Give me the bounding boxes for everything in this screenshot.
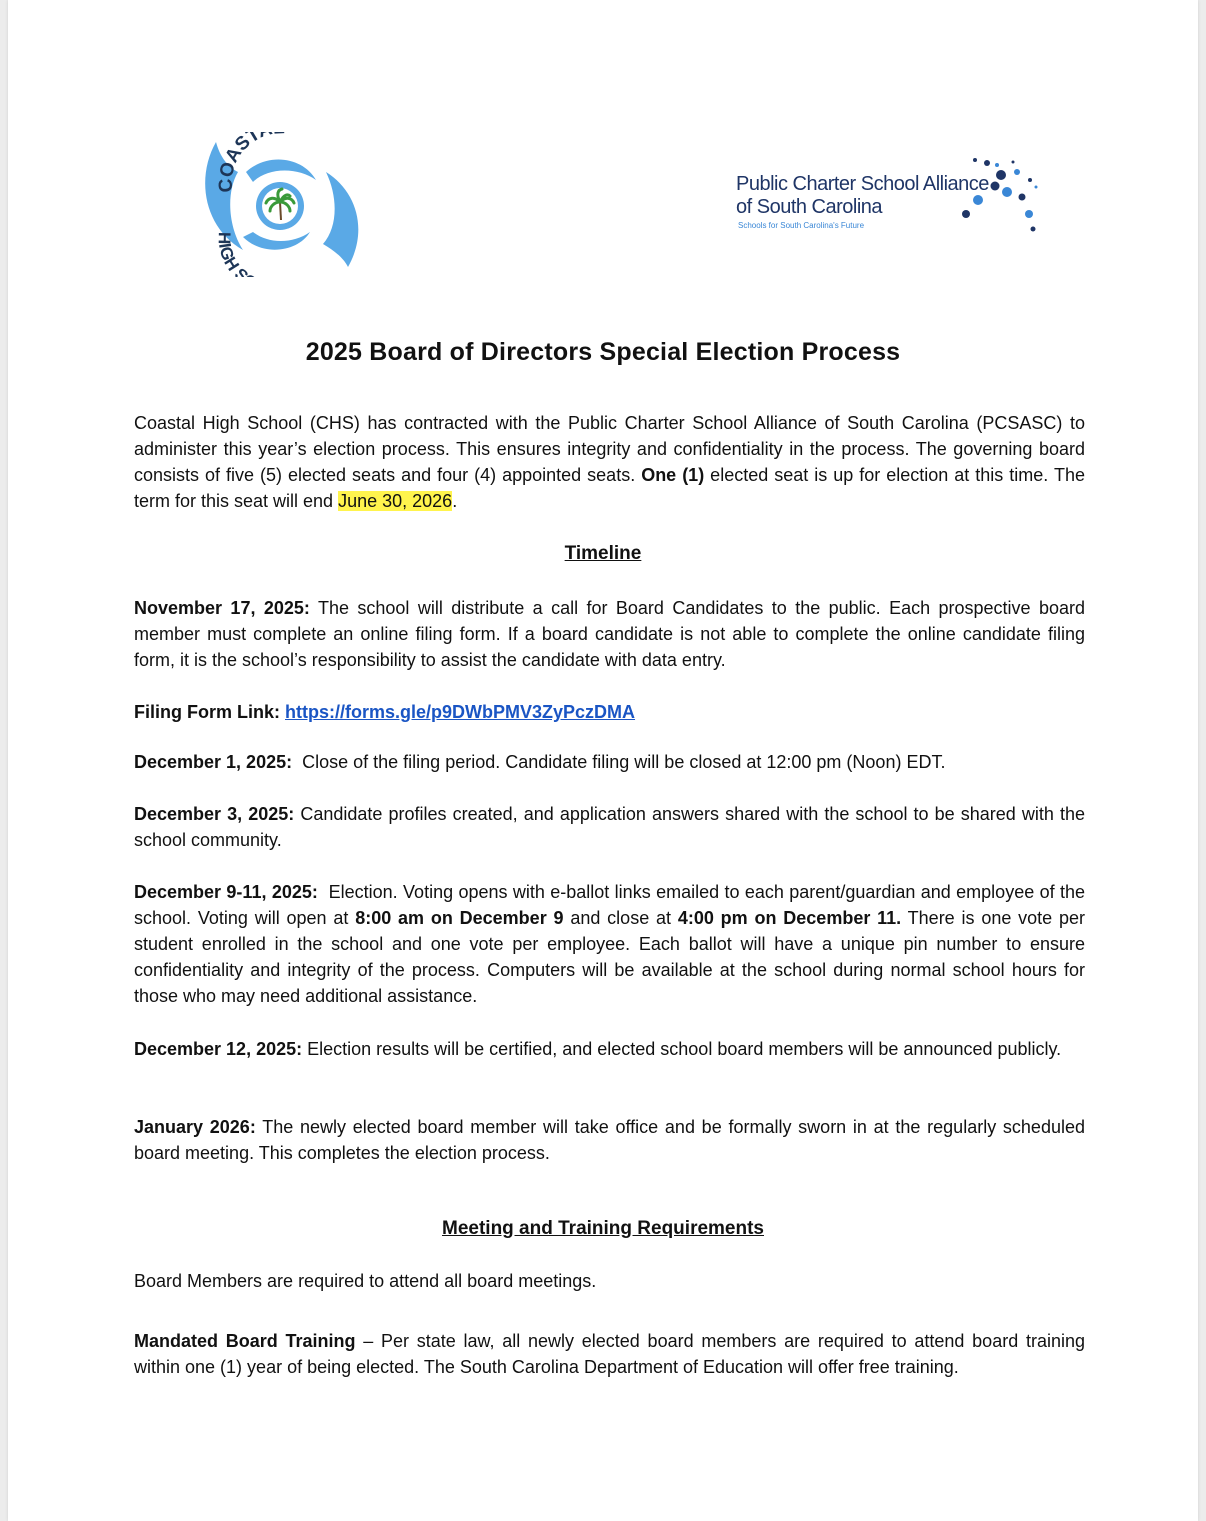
pcsasc-dots-icon xyxy=(953,157,1053,237)
timeline-text: and close at xyxy=(563,908,678,928)
mandated-training-paragraph xyxy=(134,1328,1085,1380)
timeline-item-nov17 xyxy=(134,595,1085,673)
timeline-heading: Timeline xyxy=(564,543,642,564)
timeline-date: January 2026: xyxy=(134,1117,256,1137)
timeline-date: December 12, 2025: xyxy=(134,1039,303,1059)
attendance-requirement: Board Members are required to attend all board meetings. xyxy=(134,1271,597,1291)
timeline-date: December 3, 2025: xyxy=(134,804,295,824)
chs-logo-bottom-text: HIGH S xyxy=(214,231,252,277)
timeline-text: The school will distribute a call for Board Candidates to the public. Each prospective board member must complete an online filing form. If a board candidate is not able to complete the online candidate filing form, it is the school’s responsibility to assist the candidate with data entry. xyxy=(134,598,1086,670)
chs-logo-graphic xyxy=(198,132,368,277)
timeline-item-dec3 xyxy=(134,801,1085,853)
timeline-item-dec12 xyxy=(134,1036,1085,1062)
intro-text: . xyxy=(452,491,458,511)
voting-close-time: 4:00 pm on December 11. xyxy=(677,908,902,928)
intro-paragraph xyxy=(134,410,1085,514)
pcsasc-logo-tagline: Schools for South Carolina's Future xyxy=(738,221,865,230)
filing-form-label: Filing Form Link: xyxy=(134,702,280,722)
requirements-heading: Meeting and Training Requirements xyxy=(442,1218,764,1239)
timeline-date: November 17, 2025: xyxy=(134,598,310,618)
pcsasc-logo xyxy=(728,155,1058,240)
filing-form-line xyxy=(134,699,1085,725)
highlighted-term-end-date: June 30, 2026 xyxy=(338,491,453,511)
chs-logo-top-text: COAST xyxy=(215,132,263,193)
mandated-training-label: Mandated Board Training xyxy=(134,1331,356,1351)
filing-form-link[interactable]: https://forms.gle/p9DWbPMV3ZyPczDMA xyxy=(285,702,636,722)
timeline-text: Candidate profiles created, and application answers shared with the school to be shared with the school community. xyxy=(134,804,1085,850)
timeline-text: The newly elected board member will take office and be formally sworn in at the regularly scheduled board meeting. This completes the election process. xyxy=(134,1117,1085,1163)
timeline-text: Election results will be certified, and elected school board members will be announced publicly. xyxy=(302,1039,1062,1059)
intro-bold-seat-count: One (1) xyxy=(641,465,705,485)
intro-text: Coastal High School (CHS) has contracted with the Public Charter School Alliance of South Carolina (PCSASC) to administer this year’s election process. This ensures integrity and confidentiality in the process. The governing board consists of five (5) elected seats and four (4) appointed seats. xyxy=(134,413,1085,485)
mandated-training-text: – Per state law, all newly elected board members are required to attend board training within one (1) year of being elected. The South Carolina Department of Education will offer free training. xyxy=(134,1331,1085,1377)
timeline-text: Close of the filing period. Candidate filing will be closed at 12:00 pm (Noon) EDT. xyxy=(292,752,946,772)
pcsasc-logo-line1: Public Charter School Alliance xyxy=(736,173,989,195)
intro-text: elected seat is up for election at this time. The term for this seat will end xyxy=(134,465,1085,511)
timeline-text: Election. Voting opens with e-ballot links emailed to each parent/guardian and employee of the school. Voting will open at xyxy=(134,882,1091,928)
coastal-high-school-logo xyxy=(198,132,368,277)
pcsasc-logo-line2: of South Carolina xyxy=(736,196,883,218)
voting-open-time: 8:00 am on December 9 xyxy=(355,908,564,928)
timeline-item-dec1 xyxy=(134,749,1085,775)
timeline-date: December 9-11, 2025: xyxy=(134,882,318,902)
timeline-item-dec9-11 xyxy=(134,879,1091,1009)
timeline-text: There is one vote per student enrolled in the school and one vote per employee. Each ballot will have a unique pin number to ensure confidentiality and integrity of the process. Computers will be available at the school during normal school hours for those who may need additional assistance. xyxy=(134,908,1086,1006)
timeline-date: December 1, 2025: xyxy=(134,752,293,772)
timeline-item-jan2026 xyxy=(134,1114,1085,1166)
document-title: 2025 Board of Directors Special Election Process xyxy=(305,338,901,366)
